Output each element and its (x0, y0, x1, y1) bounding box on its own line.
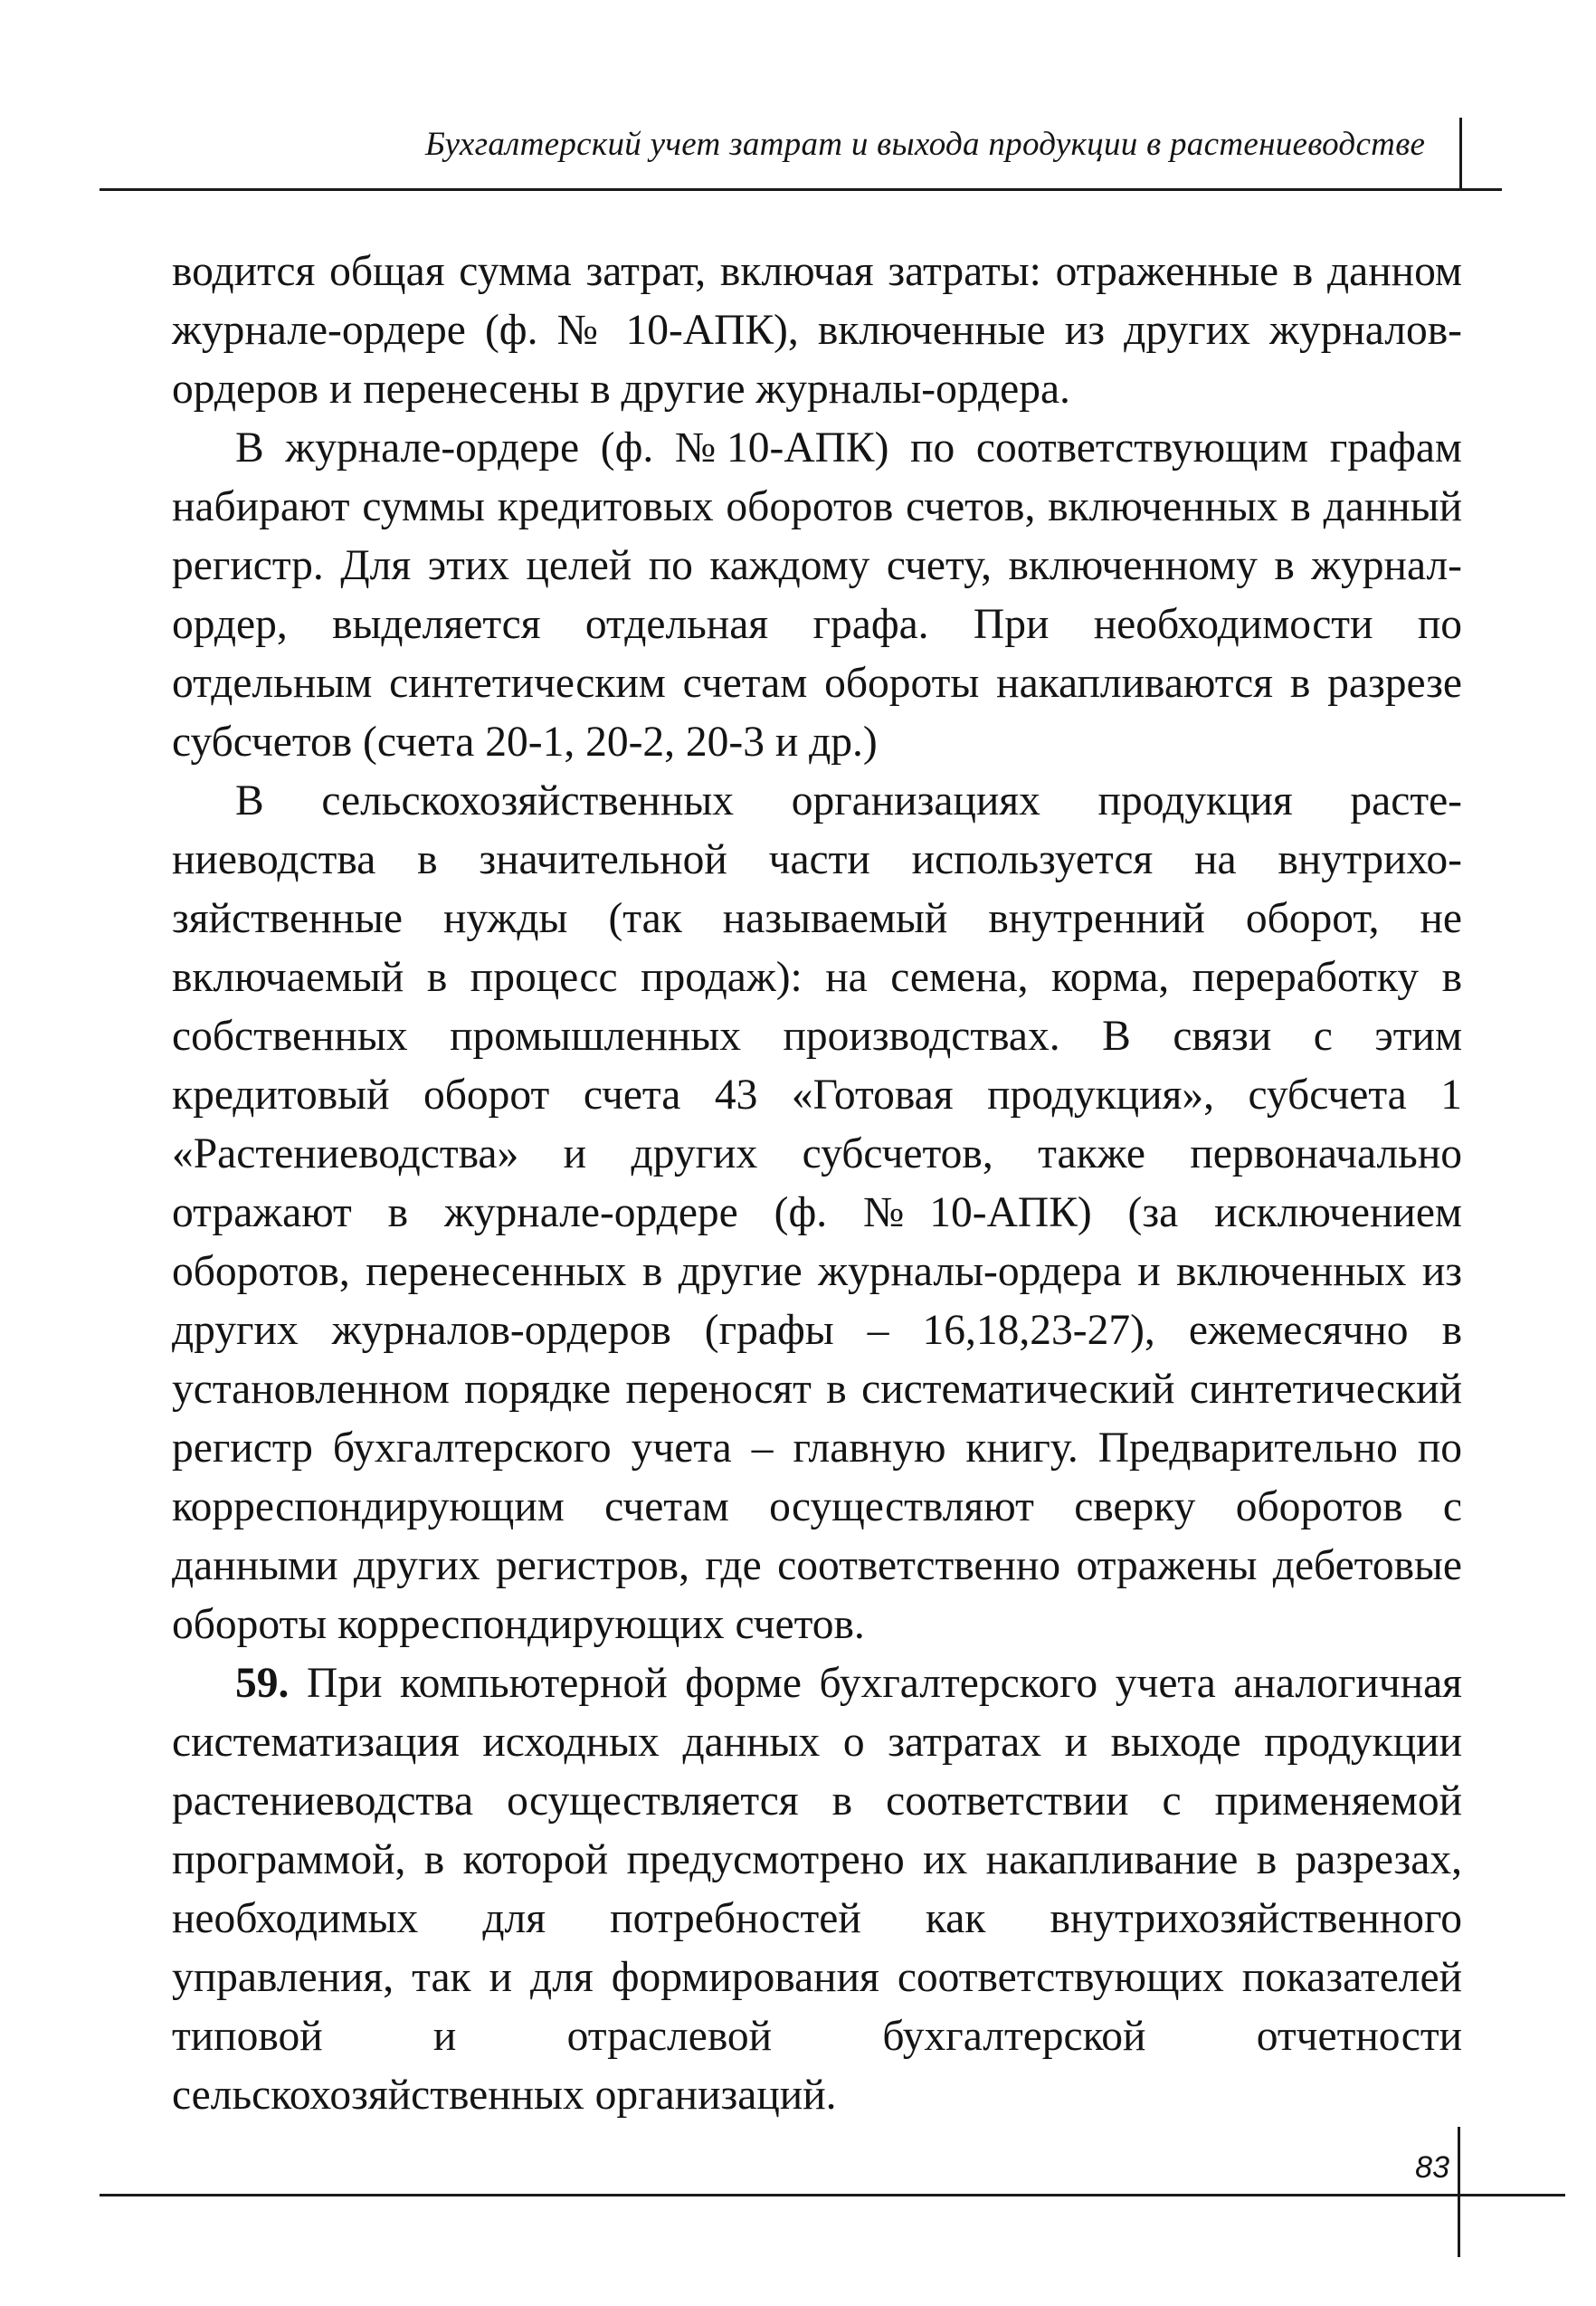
footer-rule (100, 2194, 1565, 2196)
body-text (172, 243, 1462, 2125)
paragraph-internal-turnover: В сельскохозяйственных организациях продукция растениеводства в значительной части используется на внутрихозяйственные нужды (так называемый внутренний оборот, не включаемый в процесс продаж): на семена, корма, переработку в собственных промышленных производствах. В связи с этим кредитовый оборот счета 43 «Готовая продукция», субсчета 1 «Растениеводства» и других субсчетов, также первоначально отражают в журнале-ордере (ф. №10-АПК) (за исключением оборотов, перенесенных в другие журналы-ордера и включенных из других журналов-ордеров (графы – 16,18,23-27), ежемесячно в установленном порядке переносят в систематический синтетический регистр бухгалтерского учета – главную книгу. Предварительно по корреспондирующим счетам осуществляют сверку оборотов с данными других регистров, где соответственно отражены дебетовые обороты корреспондирующих счетов. (172, 777, 1462, 1648)
header-rule (100, 188, 1502, 191)
running-header (0, 0, 1596, 208)
header-title: Бухгалтерский учет затрат и выхода продукции в растениеводстве (425, 126, 1426, 163)
section-number: 59. (235, 1660, 290, 1707)
paragraph-continuation: водится общая сумма затрат, включая затраты: отраженные в данном журнале-ордере (ф. № 10-АПК), включенные из других журналов-ордеров и перенесены в другие журналы-ордера. (172, 248, 1462, 413)
page-footer (0, 2109, 1596, 2290)
page-number: 83 (1415, 2150, 1449, 2185)
section-text: При компьютерной форме бухгалтерского учета аналогичная систематизация исходных данных о затратах и выходе продукции растениеводства осуществляется в соответствии с применяемой программой, в которой предусмотрено их накапливание в разрезах, необходимых для потребностей как внутрихозяйственного управления, так и для формирования соответствующих показателей типовой и отраслевой бухгалтерской отчетности сельскохозяйственных организаций. (172, 1660, 1463, 2119)
paragraph-journal-order: В журнале-ордере (ф. №10-АПК) по соответствующим графам набирают суммы кредитовых оборотов счетов, включенных в данный регистр. Для этих целей по каждому счету, включенному в журнал-ордер, выделяется отдельная графа. При необходимости по отдельным синтетическим счетам обороты накапливаются в разрезе субсчетов (счета 20-1, 20-2, 20-3 и др.) (172, 424, 1462, 766)
header-divider-tick (1459, 118, 1462, 190)
paragraph-section-59 (172, 1654, 1462, 2125)
footer-divider-tick (1458, 2127, 1460, 2257)
